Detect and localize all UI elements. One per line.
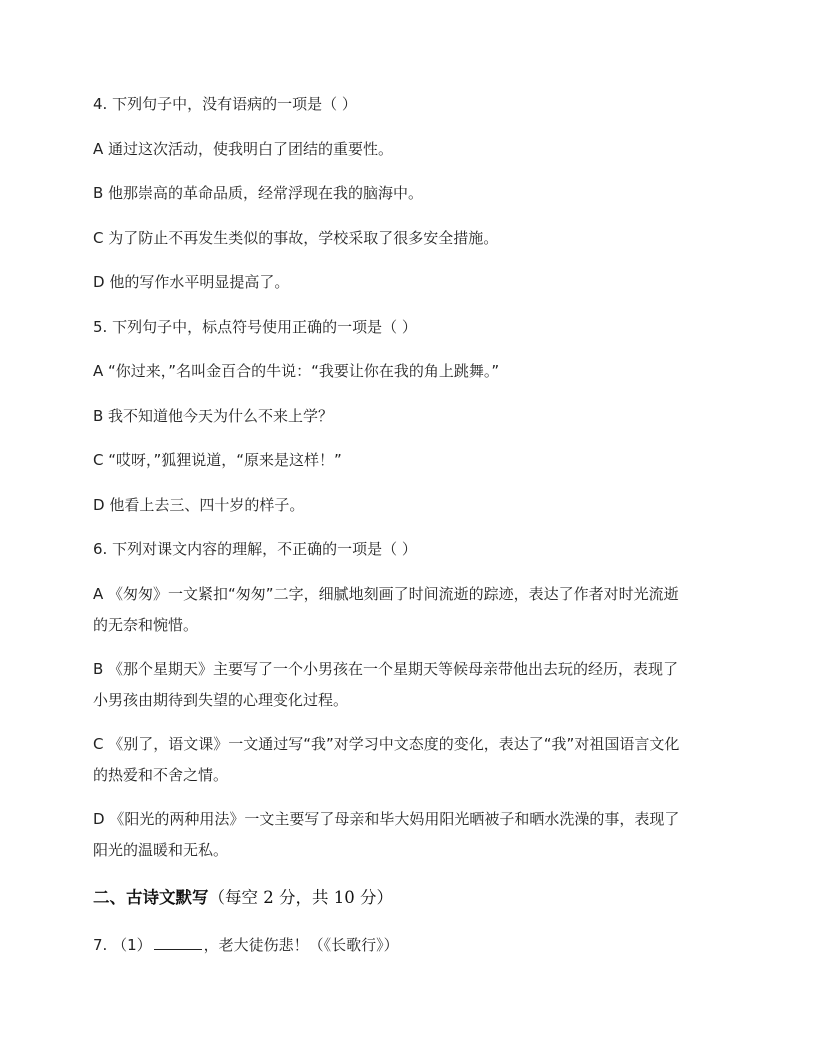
question-5-option-c: C “哎呀，”狐狸说道，“原来是这样！” [93, 451, 342, 469]
question-7-line [93, 935, 733, 955]
question-6-option-b-line2: 小男孩由期待到失望的心理变化过程。 [93, 691, 349, 709]
question-6-option-c-line2: 的热爱和不舍之情。 [93, 766, 229, 784]
question-4-option-a: A 通过这次活动，使我明白了团结的重要性。 [93, 140, 394, 158]
question-5-option-d: D 他看上去三、四十岁的样子。 [93, 496, 305, 514]
question-6-option-a-line1: A 《匆匆》一文紧扣“匆匆”二字，细腻地刻画了时间流逝的踪迹，表达了作者对时光流逝 [93, 585, 679, 603]
question-6-option-b-line1: B 《那个星期天》主要写了一个小男孩在一个星期天等候母亲带他出去玩的经历，表现了 [93, 660, 679, 678]
question-6-option-d-line1: D 《阳光的两种用法》一文主要写了母亲和毕大妈用阳光晒被子和晒水洗澡的事，表现了 [93, 810, 680, 828]
question-5-option-b: B 我不知道他今天为什么不来上学？ [93, 407, 334, 425]
question-6-option-a-line2: 的无奈和惋惜。 [93, 616, 199, 634]
question-6-option-c-line1: C 《别了，语文课》一文通过写“我”对学习中文态度的变化，表达了“我”对祖国语言文化 [93, 735, 680, 753]
question-6-option-d-line2: 阳光的温暖和无私。 [93, 841, 229, 859]
question-7-suffix: ，老大徒伤悲！（《长歌行》） [203, 936, 399, 954]
question-6-stem: 6. 下列对课文内容的理解，不正确的一项是（ ） [93, 540, 417, 558]
question-4-option-c: C 为了防止不再发生类似的事故，学校采取了很多安全措施。 [93, 229, 499, 247]
question-5-option-a: A “你过来，”名叫金百合的牛说：“我要让你在我的角上跳舞。” [93, 362, 500, 380]
question-5-stem: 5. 下列句子中，标点符号使用正确的一项是（ ） [93, 318, 417, 336]
question-4-option-b: B 他那崇高的革命品质，经常浮现在我的脑海中。 [93, 184, 424, 202]
section-2-heading [93, 887, 393, 909]
section-2-title: 二、古诗文默写 [93, 888, 209, 907]
question-4-option-d: D 他的写作水平明显提高了。 [93, 273, 290, 291]
question-7-prefix: 7. （1） [93, 936, 152, 954]
fill-in-blank[interactable] [154, 935, 202, 950]
question-4-stem: 4. 下列句子中，没有语病的一项是（ ） [93, 95, 357, 113]
section-2-score-note: （每空 2 分，共 10 分） [208, 888, 393, 907]
